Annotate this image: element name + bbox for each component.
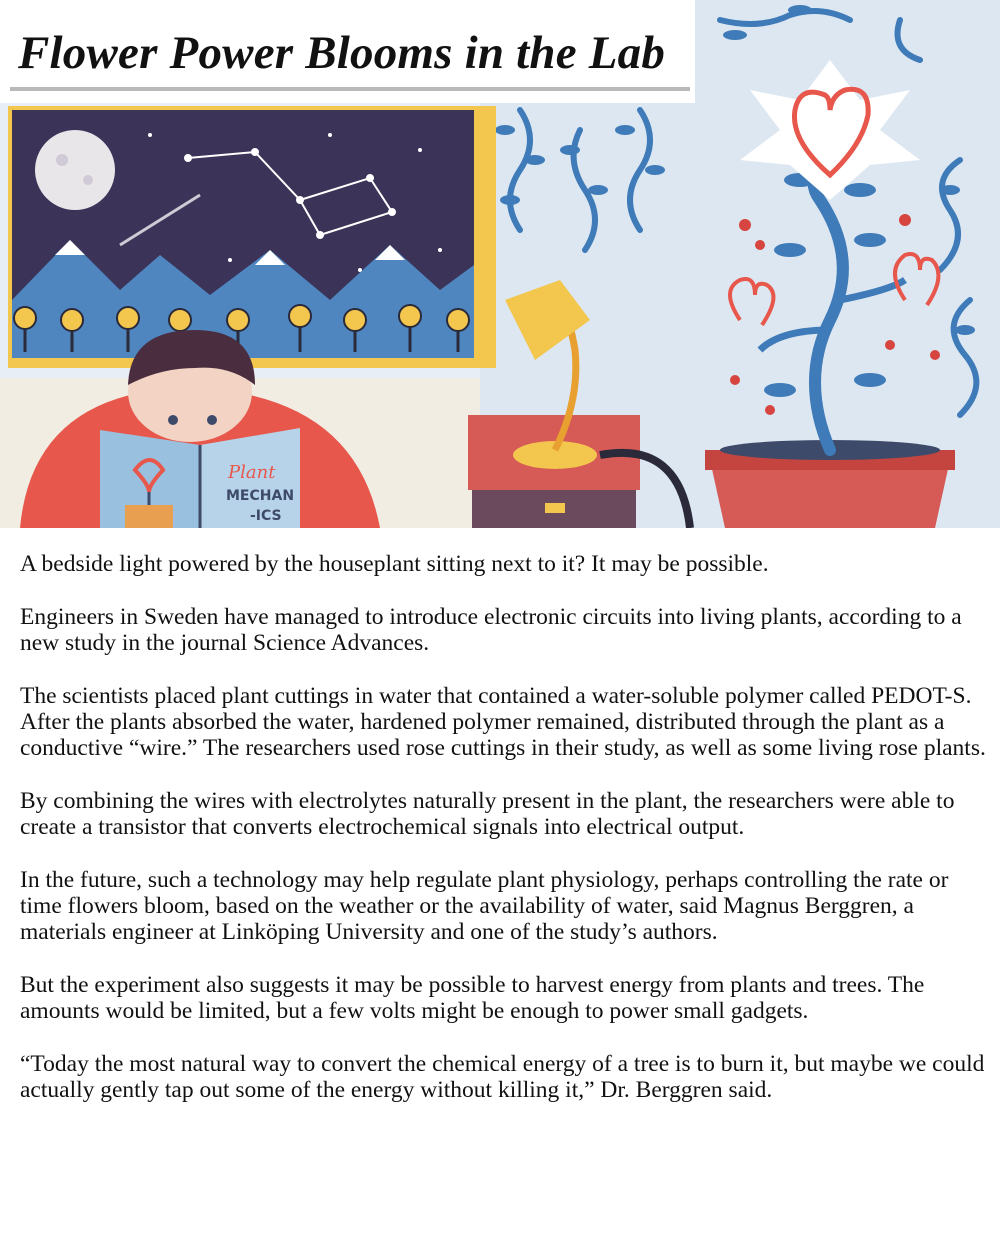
paragraph: By combining the wires with electrolytes naturally present in the plant, the researchers were able to create a transistor that converts electrochemical signals into electrical output.	[20, 788, 955, 840]
paragraph: But the experiment also suggests it may be possible to harvest energy from plants and trees. The amounts would be limited, but a few volts might be enough to power small gadgets.	[20, 972, 925, 1024]
nightstand	[468, 415, 640, 528]
page-title: Flower Power Blooms in the Lab	[18, 27, 666, 79]
article-body	[20, 551, 995, 1130]
paragraph: “Today the most natural way to convert the chemical energy of a tree is to burn it, but maybe we could actually gently tap out some of the energy without killing it,” Dr. Berggren said.	[20, 1051, 985, 1103]
paragraph: Engineers in Sweden have managed to introduce electronic circuits into living plants, according to a new study in the journal Science Advances.	[20, 604, 962, 656]
title-underline	[10, 87, 690, 91]
paragraph: The scientists placed plant cuttings in water that contained a water-soluble polymer called PEDOT-S. After the plants absorbed the water, hardened polymer remained, distributed through the plant as a conductive “wire.” The researchers used rose cuttings in their study, as well as some living rose plants.	[20, 683, 986, 761]
moon	[35, 130, 115, 210]
paragraph: In the future, such a technology may help regulate plant physiology, perhaps controlling the rate or time flowers bloom, based on the weather or the availability of water, said Magnus Berggren, a materials engineer at Linköping University and one of the study’s authors.	[20, 867, 949, 945]
book-cover-word-2: MECHAN	[226, 488, 295, 504]
book-cover-word-3: -ICS	[250, 508, 282, 524]
paragraph: A bedside light powered by the houseplant sitting next to it? It may be possible.	[20, 551, 769, 577]
book-cover-word-1: Plant	[228, 462, 276, 483]
